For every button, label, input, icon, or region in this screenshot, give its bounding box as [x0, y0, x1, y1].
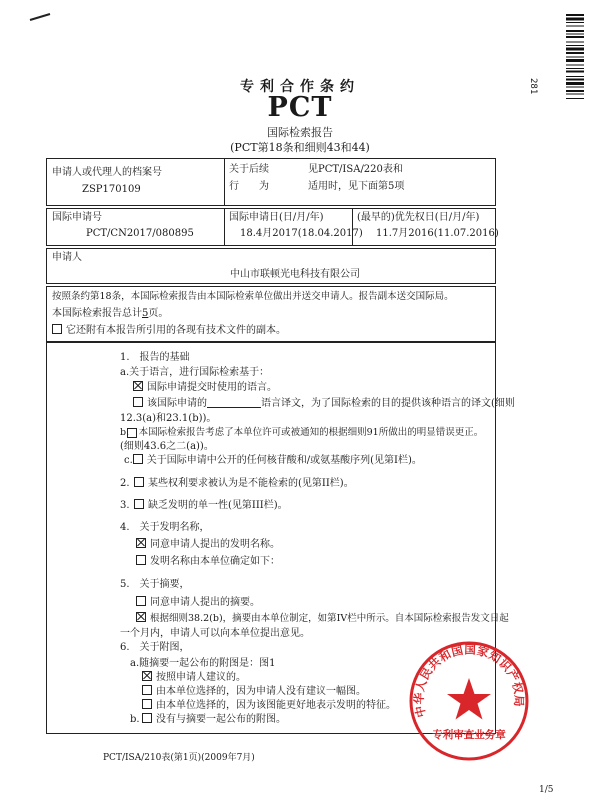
- checkbox[interactable]: [136, 538, 146, 548]
- checkbox[interactable]: [133, 381, 143, 391]
- section-1a-option-2: 该国际申请的 语言译文，为了国际检索的目的提供该种语言的译文(细则: [133, 397, 515, 410]
- section-6a-option-3: 由本单位选择的，因为该图能更好地表示发明的特征。: [142, 699, 396, 712]
- scan-mark: [28, 12, 52, 22]
- section-6a-option-1: 按照申请人建议的。: [142, 671, 246, 684]
- section-1b-line-1: b. 本国际检索报告考虑了本单位许可或被通知的根据细则91所做出的明显错误更正。: [120, 427, 484, 438]
- section-5-option-2-cont: 一个月内，申请人可以向本单位提出意见。: [120, 628, 310, 639]
- priority-date-value: 11.7月2016(11.07.2016): [376, 228, 499, 239]
- checkbox[interactable]: [142, 671, 152, 681]
- applicant-value: 中山市联顿光电科技有限公司: [230, 269, 360, 280]
- section-6-title: 6. 关于附图，: [120, 642, 190, 653]
- section-1c: c. 关于国际申请中公开的任何核苷酸和/或氨基酸序列(见第I栏)。: [124, 455, 422, 466]
- further-action-label-2: 行 为: [229, 181, 269, 192]
- checkbox[interactable]: [133, 454, 143, 464]
- checkbox[interactable]: [142, 685, 152, 695]
- checkbox[interactable]: [134, 499, 144, 509]
- section-5-option-2: 根据细则38.2(b)，摘要由本单位制定，如第IV栏中所示。自本国际检索报告发文日起: [136, 612, 509, 625]
- applicant-label: 申请人: [52, 252, 82, 263]
- page-number: 1/5: [539, 785, 554, 795]
- section-4-option-1: 同意申请人提出的发明名称。: [136, 538, 280, 551]
- section-5-title: 5. 关于摘要，: [120, 579, 190, 590]
- seal-ring-text: 中华人民共和国国家知识产权局: [411, 642, 527, 719]
- section-1a-option-1: 国际申请提交时使用的语言。: [133, 381, 277, 394]
- pct-heading: PCT: [267, 92, 333, 123]
- further-action-value-2: 适用时，见下面第5项: [308, 181, 405, 192]
- transmittal-line-1: 按照条约第18条，本国际检索报告由本国际检索单位做出并送交申请人。报告副本送交国际局。: [52, 291, 454, 302]
- section-1b-line-2: (细则43.6之二(a))。: [120, 441, 214, 452]
- priority-date-label: (最早的)优先权日(日/月/年): [357, 212, 480, 223]
- checkbox[interactable]: [133, 397, 143, 407]
- section-6a: a.随摘要一起公布的附图是：图1: [130, 658, 276, 669]
- rule-reference: (PCT第18条和细则43和44): [230, 141, 370, 154]
- section-5-option-1: 同意申请人提出的摘要。: [136, 596, 260, 609]
- transmittal-line-2: 本国际检索报告总计5页。: [52, 308, 169, 319]
- section-1a-language: a.关于语言，进行国际检索基于：: [120, 367, 270, 378]
- official-seal: [408, 640, 530, 762]
- application-no-value: PCT/CN2017/080895: [86, 228, 194, 239]
- filing-date-value: 18.4月2017(18.04.2017): [240, 228, 363, 239]
- section-4-title: 4. 关于发明名称，: [120, 522, 210, 533]
- applicant-file-label: 申请人或代理人的档案号: [52, 167, 162, 178]
- transmittal-line-3: 它还附有本报告所引用的各现有技术文件的副本。: [52, 324, 286, 337]
- further-action-label-1: 关于后续: [229, 164, 269, 175]
- section-6a-option-2: 由本单位选择的，因为申请人没有建议一幅图。: [142, 685, 366, 698]
- section-1a-option-2-cont: 12.3(a)和23.1(b))。: [120, 413, 217, 424]
- barcode-number: 281: [528, 78, 538, 95]
- star-icon: [447, 678, 491, 720]
- checkbox[interactable]: [136, 596, 146, 606]
- further-action-value-1: 见PCT/ISA/220表和: [308, 164, 403, 175]
- section-6b: b. 没有与摘要一起公布的附图。: [130, 714, 286, 725]
- applicant-file-value: ZSP170109: [82, 184, 141, 195]
- total-pages: 5: [142, 308, 149, 319]
- checkbox[interactable]: [142, 713, 152, 723]
- section-1-title: 1. 报告的基础: [120, 352, 190, 363]
- checkbox[interactable]: [127, 428, 137, 438]
- report-subtitle: 国际检索报告: [267, 126, 333, 139]
- filing-date-label: 国际申请日(日/月/年): [229, 212, 324, 223]
- checkbox[interactable]: [136, 612, 146, 622]
- checkbox[interactable]: [136, 555, 146, 565]
- section-3: 3. 缺乏发明的单一性(见第III栏)。: [120, 500, 288, 511]
- checkbox[interactable]: [134, 477, 144, 487]
- checkbox[interactable]: [52, 324, 62, 334]
- document-title: 专利合作条约: [240, 79, 360, 95]
- language-blank[interactable]: [207, 397, 261, 408]
- application-no-label: 国际申请号: [52, 212, 102, 223]
- section-2: 2. 某些权利要求被认为是不能检索的(见第II栏)。: [120, 478, 354, 489]
- form-reference: PCT/ISA/210表(第1页)(2009年7月): [103, 753, 255, 763]
- checkbox[interactable]: [142, 699, 152, 709]
- seal-bottom-text: 专利审查业务章: [432, 729, 506, 741]
- section-4-option-2: 发明名称由本单位确定如下：: [136, 555, 280, 568]
